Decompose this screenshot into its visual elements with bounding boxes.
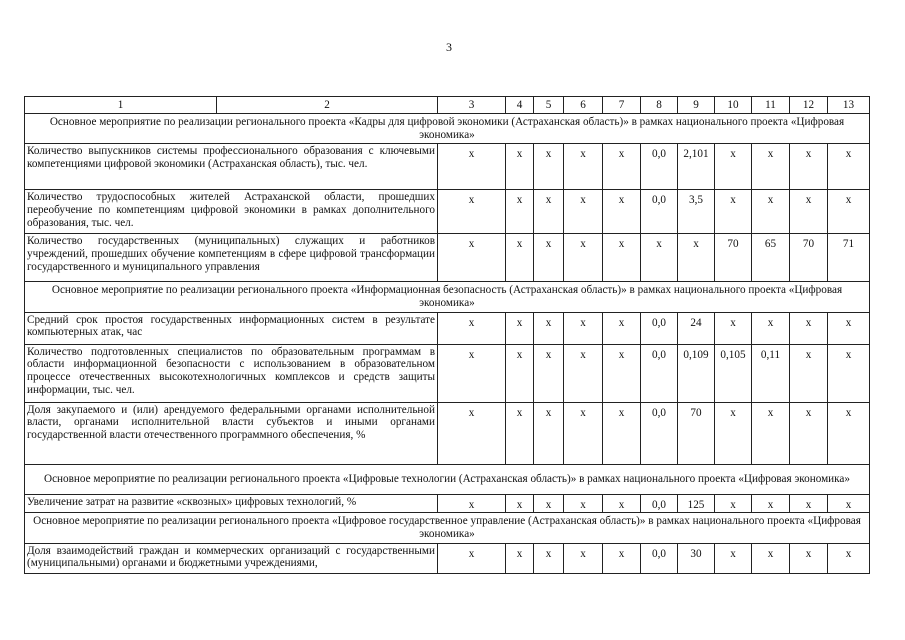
indicator-value: 70 bbox=[678, 402, 715, 464]
section-title: Основное мероприятие по реализации регионального проекта «Цифровые технологии (Астраханская область)» в рамках национального проекта «Цифровая экономика» bbox=[25, 464, 870, 494]
indicator-value: 0,0 bbox=[641, 494, 678, 513]
column-header: 12 bbox=[790, 97, 828, 114]
indicator-value: 125 bbox=[678, 494, 715, 513]
section-row bbox=[25, 282, 870, 312]
indicator-name: Количество государственных (муниципальных) служащих и работников учреждений, прошедших обучение компетенциям в сфере цифровой трансформации государственного и муниципального управления bbox=[25, 234, 438, 282]
indicator-value: x bbox=[715, 144, 752, 190]
indicator-value: x bbox=[438, 144, 506, 190]
indicator-value: x bbox=[438, 234, 506, 282]
indicator-value: x bbox=[438, 543, 506, 573]
column-header: 13 bbox=[828, 97, 870, 114]
indicator-value: x bbox=[534, 234, 564, 282]
indicator-value: x bbox=[828, 402, 870, 464]
indicator-value: x bbox=[828, 543, 870, 573]
indicator-value: x bbox=[603, 344, 641, 402]
column-header: 6 bbox=[564, 97, 603, 114]
indicator-value: x bbox=[506, 144, 534, 190]
indicator-value: 0,0 bbox=[641, 402, 678, 464]
indicator-name: Средний срок простоя государственных информационных систем в результате компьютерных атак, час bbox=[25, 312, 438, 344]
column-header: 1 bbox=[25, 97, 217, 114]
indicator-value: x bbox=[641, 234, 678, 282]
indicator-value: x bbox=[715, 543, 752, 573]
table-row bbox=[25, 144, 870, 190]
section-row bbox=[25, 464, 870, 494]
indicator-value: x bbox=[603, 402, 641, 464]
indicator-value: x bbox=[603, 312, 641, 344]
column-header: 11 bbox=[752, 97, 790, 114]
indicator-value: 71 bbox=[828, 234, 870, 282]
indicator-value: x bbox=[790, 402, 828, 464]
indicator-value: x bbox=[790, 190, 828, 234]
indicator-value: x bbox=[564, 190, 603, 234]
indicator-value: x bbox=[752, 312, 790, 344]
indicator-value: x bbox=[828, 144, 870, 190]
table-row bbox=[25, 234, 870, 282]
indicator-value: x bbox=[534, 543, 564, 573]
indicator-value: 0,0 bbox=[641, 190, 678, 234]
indicator-value: x bbox=[438, 494, 506, 513]
indicator-name: Количество трудоспособных жителей Астраханской области, прошедших переобучение по компетенциям цифровой экономики в рамках дополнительного образования, тыс. чел. bbox=[25, 190, 438, 234]
indicator-name: Доля взаимодействий граждан и коммерческих организаций с государственными (муниципальными) органами и бюджетными учреждениями, bbox=[25, 543, 438, 573]
indicator-value: x bbox=[506, 402, 534, 464]
section-row bbox=[25, 513, 870, 543]
indicator-value: x bbox=[534, 190, 564, 234]
page-number: 3 bbox=[446, 40, 452, 54]
indicator-value: x bbox=[603, 543, 641, 573]
column-header: 2 bbox=[217, 97, 438, 114]
indicator-value: 0,109 bbox=[678, 344, 715, 402]
indicator-value: 0,105 bbox=[715, 344, 752, 402]
indicator-value: x bbox=[603, 144, 641, 190]
table-row bbox=[25, 402, 870, 464]
column-header: 3 bbox=[438, 97, 506, 114]
section-title: Основное мероприятие по реализации регионального проекта «Информационная безопасность (Астраханская область)» в рамках национального проекта «Цифровая экономика» bbox=[25, 282, 870, 312]
indicator-value: x bbox=[790, 494, 828, 513]
column-header-row bbox=[25, 97, 870, 114]
indicator-value: x bbox=[678, 234, 715, 282]
indicator-value: x bbox=[506, 234, 534, 282]
column-header: 5 bbox=[534, 97, 564, 114]
table-row bbox=[25, 344, 870, 402]
indicator-value: x bbox=[564, 344, 603, 402]
indicator-value: x bbox=[438, 312, 506, 344]
indicator-value: x bbox=[715, 312, 752, 344]
indicator-value: 0,0 bbox=[641, 144, 678, 190]
indicator-value: x bbox=[828, 494, 870, 513]
indicator-value: x bbox=[828, 312, 870, 344]
table-row bbox=[25, 543, 870, 573]
indicator-name: Количество подготовленных специалистов по образовательным программам в области информационной безопасности с использованием в образовательном процессе отечественных высокотехнологичных комплексов и средств защиты информации, тыс. чел. bbox=[25, 344, 438, 402]
indicator-value: x bbox=[603, 190, 641, 234]
indicator-value: x bbox=[752, 402, 790, 464]
indicator-value: x bbox=[715, 190, 752, 234]
indicator-value: x bbox=[534, 494, 564, 513]
indicator-value: x bbox=[752, 190, 790, 234]
indicator-value: x bbox=[506, 494, 534, 513]
indicator-value: x bbox=[790, 543, 828, 573]
column-header: 8 bbox=[641, 97, 678, 114]
indicator-value: x bbox=[603, 234, 641, 282]
indicator-name: Увеличение затрат на развитие «сквозных» цифровых технологий, % bbox=[25, 494, 438, 513]
indicator-value: x bbox=[506, 190, 534, 234]
indicator-value: x bbox=[790, 144, 828, 190]
column-header: 10 bbox=[715, 97, 752, 114]
indicator-value: x bbox=[534, 344, 564, 402]
column-header: 7 bbox=[603, 97, 641, 114]
indicator-value: x bbox=[564, 543, 603, 573]
section-title: Основное мероприятие по реализации регионального проекта «Цифровое государственное управление (Астраханская область)» в рамках национального проекта «Цифровая экономика» bbox=[25, 513, 870, 543]
indicator-value: x bbox=[752, 144, 790, 190]
table-row bbox=[25, 494, 870, 513]
indicator-name: Количество выпускников системы профессионального образования с ключевыми компетенциями цифровой экономики (Астраханская область), тыс. чел. bbox=[25, 144, 438, 190]
indicators-table bbox=[24, 96, 870, 574]
indicator-value: 30 bbox=[678, 543, 715, 573]
indicator-value: x bbox=[564, 494, 603, 513]
indicator-value: x bbox=[790, 344, 828, 402]
indicator-value: 24 bbox=[678, 312, 715, 344]
indicator-name: Доля закупаемого и (или) арендуемого федеральными органами исполнительной власти, органами исполнительной власти субъектов и иными органами государственной власти отечественного программного обеспечения, % bbox=[25, 402, 438, 464]
indicator-value: x bbox=[603, 494, 641, 513]
indicator-value: x bbox=[534, 144, 564, 190]
indicator-value: x bbox=[564, 312, 603, 344]
indicator-value: x bbox=[790, 312, 828, 344]
column-header: 4 bbox=[506, 97, 534, 114]
indicator-value: x bbox=[828, 190, 870, 234]
indicator-value: x bbox=[715, 494, 752, 513]
indicator-value: x bbox=[752, 494, 790, 513]
indicator-value: x bbox=[564, 234, 603, 282]
indicator-value: x bbox=[715, 402, 752, 464]
indicator-value: 2,101 bbox=[678, 144, 715, 190]
indicator-value: 0,0 bbox=[641, 312, 678, 344]
indicator-value: 0,0 bbox=[641, 543, 678, 573]
indicator-value: x bbox=[564, 402, 603, 464]
indicator-value: 0,11 bbox=[752, 344, 790, 402]
indicator-value: x bbox=[534, 402, 564, 464]
section-row bbox=[25, 114, 870, 144]
indicator-value: 65 bbox=[752, 234, 790, 282]
indicator-value: x bbox=[564, 144, 603, 190]
indicator-value: x bbox=[438, 190, 506, 234]
indicator-value: x bbox=[534, 312, 564, 344]
table-row bbox=[25, 190, 870, 234]
section-title: Основное мероприятие по реализации регионального проекта «Кадры для цифровой экономики (Астраханская область)» в рамках национального проекта «Цифровая экономика» bbox=[25, 114, 870, 144]
table-row bbox=[25, 312, 870, 344]
indicator-value: x bbox=[752, 543, 790, 573]
indicator-value: 3,5 bbox=[678, 190, 715, 234]
indicator-value: x bbox=[506, 344, 534, 402]
indicator-value: x bbox=[438, 344, 506, 402]
indicator-value: x bbox=[506, 312, 534, 344]
indicator-value: x bbox=[506, 543, 534, 573]
indicator-value: 70 bbox=[790, 234, 828, 282]
indicator-value: 0,0 bbox=[641, 344, 678, 402]
indicator-value: x bbox=[828, 344, 870, 402]
indicator-value: x bbox=[438, 402, 506, 464]
indicator-value: 70 bbox=[715, 234, 752, 282]
column-header: 9 bbox=[678, 97, 715, 114]
